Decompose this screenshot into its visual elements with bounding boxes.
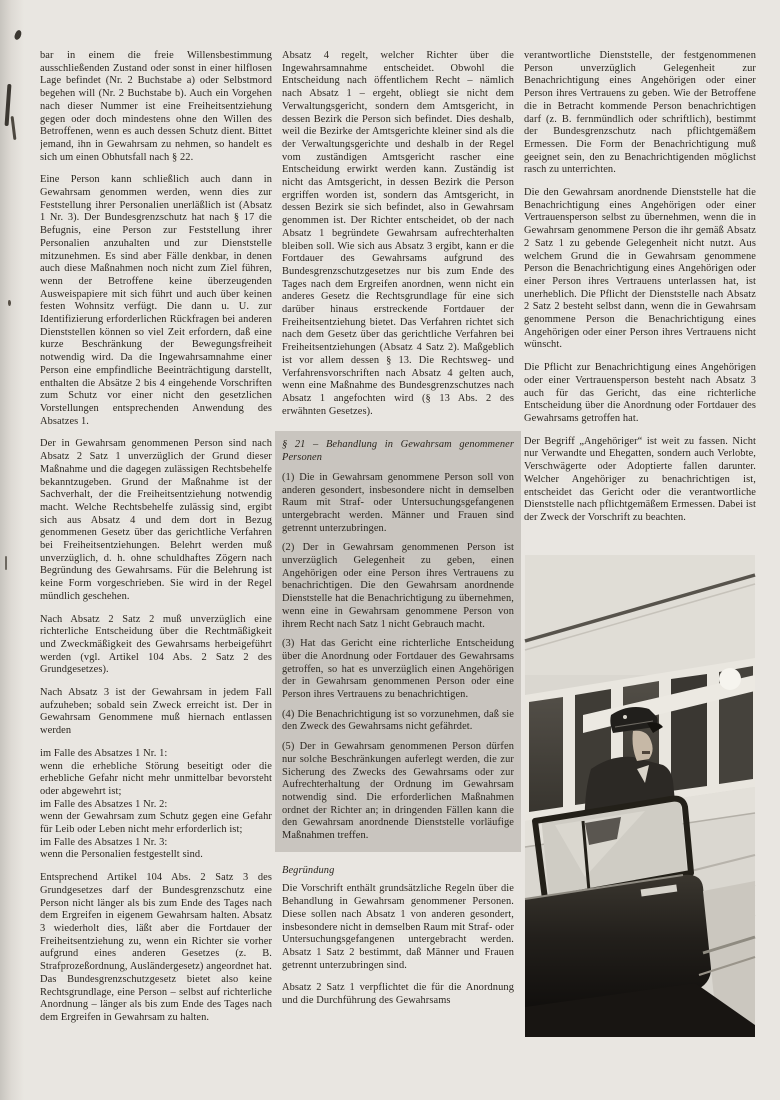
case-item: im Falle des Absatzes 1 Nr. 1: bbox=[40, 747, 168, 759]
column-right bbox=[524, 50, 756, 1070]
body-paragraph: Der in Gewahrsam genommenen Person sind nach Absatz 2 Satz 1 unverzüglich der Grund dieser Maßnahme und die dagegen zulässigen Rechtsbehelfe bekanntzugeben. Grund der Maßnahme ist der Sachverhalt, der die Freiheitsentziehung notwendig macht. Welche Rechtsbehelfe zulässig sind, ergibt sich aus Absatz 4 und dem dort in Bezug genommenen Gesetz über das gerichtliche Verfahren bei Freiheitsentziehungen. Belehrt werden muß unverzüglich, d. h. ohne schuldhaftes Zögern nach Begründung des Gewahrsams. Für die Belehrung ist keine Form vorgeschrieben. Sie wird in der Regel mündlich geschehen. bbox=[40, 438, 272, 602]
law-paragraph: (4) Die Benachrichtigung ist so vorzunehmen, daß sie den Zweck des Gewahrsams nicht gefährdet. bbox=[282, 708, 514, 733]
text-section bbox=[40, 50, 272, 1025]
body-paragraph: Absatz 2 Satz 1 verpflichtet die für die Anordnung und die Durchführung des Gewahrsams bbox=[282, 982, 514, 1007]
case-item: wenn der Gewahrsam zum Schutz gegen eine Gefahr für Leib oder Leben nicht mehr erforderlich ist; bbox=[40, 811, 272, 836]
case-item: wenn die erhebliche Störung beseitigt oder die erhebliche Gefahr nicht mehr unmittelbar bevorsteht oder abgewehrt ist; bbox=[40, 760, 272, 797]
body-paragraph: Nach Absatz 2 Satz 2 muß unverzüglich eine richterliche Entscheidung über die Rechtmäßigkeit und Zweckmäßigkeit des Gewahrsams herbeigeführt werden (vgl. Artikel 104 Abs. 2 Satz 2 des Grundgesetzes). bbox=[40, 613, 272, 676]
law-paragraph: (2) Der in Gewahrsam genommenen Person ist unverzüglich Gelegenheit zu geben, einen Angehörigen oder eine Person ihres Vertrauens zu benachrichtigen. Die den Gewahrsam anordnende Dienststelle hat die Benachrichtigung zu übernehmen, wenn eine in Gewahrsam genommene Person von ihrem Recht nach Satz 1 nicht Gebrauch macht. bbox=[282, 542, 514, 630]
highlighted-law-text bbox=[275, 431, 521, 851]
body-paragraph: Eine Person kann schließlich auch dann in Gewahrsam genommen werden, wenn dies zur Feststellung ihrer Personalien unerläßlich ist (Absatz 1 Nr. 3). Der Bundesgrenzschutz hat nach § 17 die Befugnis, eine Person zur Feststellung ihrer Personalien anzuhalten und zur Dienststelle mitzunehmen. Es sind aber Fälle denkbar, in denen auch diese Maßnahmen noch nicht zum Ziel führen, wenn der Betroffene keine überzeugenden Ausweispapiere mit sich führt und auch über keinen festen Wohnsitz verfügt. Die dann u. U. zur Identifizierung erforderlichen Rückfragen bei anderen Dienststellen können so viel Zeit erfordern, daß eine kurze Beschränkung der Bewegungsfreiheit notwendig wird. Da die Ingewahrsamnahme einer Person eine empfindliche Beeinträchtigung darstellt, enthalten die Absätze 2 bis 4 eingehende Vorschriften zum Schutz vor einer nicht den gesetzlichen Vorstellungen entsprechenden Anwendung des Absatzes 1. bbox=[40, 174, 272, 427]
body-paragraph: Absatz 4 regelt, welcher Richter über die Ingewahrsamnahme entscheidet. Obwohl die Entscheidung nach öffentlichem Recht – nämlich nach Absatz 1 – ergeht, obliegt sie nicht dem Verwaltungsgericht, sondern dem Amtsgericht, in dessen Bezirk die Person sich befindet. Dies deshalb, weil die Bezirke der Amtsgerichte kleiner sind als die der Verwaltungsgerichte und deshalb in der Regel vom zuständigen Amtsgericht rascher eine Entscheidung erwirkt werden kann. Zuständig ist nicht das Amtsgericht, in dessen Bezirk die Person ergriffen worden ist, sondern das Amtsgericht, in dessen Bezirk sie sich befindet, also in Gewahrsam genommen ist. Der Richter entscheidet, ob der nach Absatz 1 begründete Gewahrsam aufrechterhalten bleiben soll. Wie sich aus Absatz 3 ergibt, kann er die Fortdauer des Gewahrsams aufgrund des Bundesgrenzschutzgesetzes nur bis zum Ende des Tages nach dem Ergreifen anordnen, wenn nicht ein anderes Gesetz die Rechtsgrundlage für eine sich darüber hinaus erstreckende Fortdauer der Freiheitsentziehung bietet. Das Verfahren richtet sich nach dem Gesetz über das gerichtliche Verfahren bei Freiheitsentziehungen (Absatz 4 Satz 2). Maßgeblich ist vor allem dessen § 13. Die Rechtsweg- und Verfahrensvorschriften nach Absatz 4 gelten auch, wenn eine Maßnahme des Bundesgrenzschutzes nach Absatz 1 angefochten wird (§ 13 Abs. 2 des erwähnten Gesetzes). bbox=[282, 50, 514, 417]
column-middle-text bbox=[282, 50, 514, 1008]
ink-mark bbox=[8, 300, 11, 306]
text-section bbox=[282, 50, 514, 418]
column-middle bbox=[282, 50, 514, 1070]
body-paragraph: Die Vorschrift enthält grundsätzliche Regeln über die Behandlung in Gewahrsam genommener Personen. Diese sollen nach Absatz 1 von anderen gesondert, insbesondere nicht in demselben Raum mit Straf- oder Untersuchungsgefangenen untergebracht werden. Absatz 1 Satz 2 bestimmt, daß Männer und Frauen getrennt unterzubringen sind. bbox=[282, 883, 514, 971]
case-item: im Falle des Absatzes 1 Nr. 3: bbox=[40, 836, 168, 848]
cap-badge bbox=[623, 715, 627, 719]
law-paragraph: (1) Die in Gewahrsam genommene Person soll von anderen gesondert, insbesondere nicht in demselben Raum mit Straf- oder Untersuchungsgefangenen untergebracht werden. Männer und Frauen sind getrennt unterzubringen. bbox=[282, 471, 514, 534]
body-paragraph: Die Pflicht zur Benachrichtigung eines Angehörigen oder einer Vertrauensperson besteht nach Absatz 3 auch für das Gericht, das eine richterliche Entscheidung über die Anordnung oder Fortdauer des Gewahrsams getroffen hat. bbox=[524, 362, 756, 424]
ink-mark bbox=[11, 116, 17, 140]
custody-photo bbox=[524, 555, 756, 1037]
binding-edge bbox=[0, 0, 24, 1100]
text-section bbox=[282, 865, 514, 1008]
law-section-title: § 21 – Behandlung in Gewahrsam genommener Personen bbox=[282, 439, 514, 464]
lens-flare-spot bbox=[719, 668, 741, 690]
case-item: wenn die Personalien festgestellt sind. bbox=[40, 849, 203, 861]
body-paragraph: Nach Absatz 3 ist der Gewahrsam in jedem Fall aufzuheben; sobald sein Zweck erreicht ist. Der in Gewahrsam Genommene muß hiernach entlassen werden bbox=[40, 687, 272, 737]
begruendung-heading: Begründung bbox=[282, 864, 335, 876]
law-paragraph: (5) Der in Gewahrsam genommenen Person dürfen nur solche Beschränkungen auferlegt werden, die zur Sicherung des Zwecks des Gewahrsams oder zur Aufrechterhaltung der Ordnung im Gewahrsam notwendig sind. Die erforderlichen Maßnahmen ordnet der Richter an; in dringenden Fällen kann die den Gewahrsam anordnende Dienststelle vorläufige Maßnahmen treffen. bbox=[282, 741, 514, 842]
column-left bbox=[40, 50, 272, 1070]
ink-mark bbox=[5, 556, 7, 570]
body-paragraph: Der Begriff „Angehöriger“ ist weit zu fassen. Nicht nur Verwandte und Ehegatten, sondern auch Verlobte, Verschwägerte oder Adoptierte fallen darunter. Welcher Angehöriger zu benachrichtigen ist, entscheidet das Gericht oder die verantwortliche Dienststelle nach pflichtgemäßem Ermessen. Dabei ist der Zweck der Vorschrift zu beachten. bbox=[524, 435, 756, 523]
column-left-text bbox=[40, 50, 272, 1025]
case-item: im Falle des Absatzes 1 Nr. 2: bbox=[40, 798, 168, 810]
column-right-text bbox=[524, 50, 756, 525]
body-paragraph: bar in einem die freie Willensbestimmung ausschließenden Zustand oder sonst in einer hilflosen Lage befindet (Nr. 2 Buchstabe a) oder Selbstmord begehen will (Nr. 2 Buchstabe b). Auch ein Vorgehen nach dieser Nummer ist eine Freiheitsentziehung gegen oder doch mindestens ohne den Willen des Betroffenen, wenn es auch dessen Schutz dient. Bittet jemand, ihn in Gewahrsam zu nehmen, so handelt es sich um einen Obhutsfall nach § 22. bbox=[40, 50, 272, 163]
ink-mark bbox=[13, 29, 23, 41]
text-section bbox=[524, 50, 756, 525]
body-paragraph: Die den Gewahrsam anordnende Dienststelle hat die Benachrichtigung eines Angehörigen oder einer Vertrauensperson selbst zu übernehmen, wenn die in Gewahrsam genommene Person die ihr gemäß Absatz 2 Satz 1 zu gebende Gelegenheit nicht nutzt. Aus welchem Grund die in Gewahrsam genommene Person die Benachrichtigung eines Angehörigen oder einer Person ihres Vertrauens unterlassen hat, ist unerheblich. Die Pflicht der Dienststelle nach Absatz 2 Satz 2 besteht selbst dann, wenn die in Gewahrsam genommene Person die Benachrichtigung eines Angehörigen oder einer Person ihres Vertrauens nicht wünscht. bbox=[524, 187, 756, 351]
body-paragraph: Entsprechend Artikel 104 Abs. 2 Satz 3 des Grundgesetzes darf der Bundesgrenzschutz eine Person nicht länger als bis zum Ende des Tages nach dem Ergreifen in eigenem Gewahrsam halten. Absatz 3 wiederholt dies, läßt aber die Fortdauer der Freiheitsentziehung zu, wenn ein Richter sie vorher aufgrund eines anderen Gesetzes (z. B. Strafprozeßordnung, Ausländergesetz) angeordnet hat. Das Bundesgrenzschutzgesetz bietet also keine Rechtsgrundlage, eine Person – selbst auf richterliche Anordnung – länger als bis zum Ende des Tages nach dem Ergreifen in Gewahrsam zu halten. bbox=[40, 872, 272, 1023]
law-paragraph: (3) Hat das Gericht eine richterliche Entscheidung über die Anordnung oder Fortdauer des Gewahrsams getroffen, so hat es unverzüglich einen Angehörigen der in Gewahrsam genommenen Person oder eine Person ihres Vertrauens zu benachrichtigen. bbox=[282, 638, 514, 701]
body-paragraph: verantwortliche Dienststelle, der festgenommenen Person unverzüglich Gelegenheit zur Benachrichtigung eines Angehörigen oder einer Person ihres Vertrauens zu geben. Wie der Betroffene die in Betracht kommende Person benachrichtigen darf (z. B. fernmündlich oder schriftlich), bestimmt der Bundesgrenzschutz nach pflichtgemäßem Ermessen. Die Form der Benachrichtigung muß geeignet sein, den zu Benachrichtigenden möglichst rasch zu unterrichten. bbox=[524, 50, 756, 176]
page-content bbox=[40, 50, 756, 1070]
officer-mustache bbox=[642, 751, 650, 754]
